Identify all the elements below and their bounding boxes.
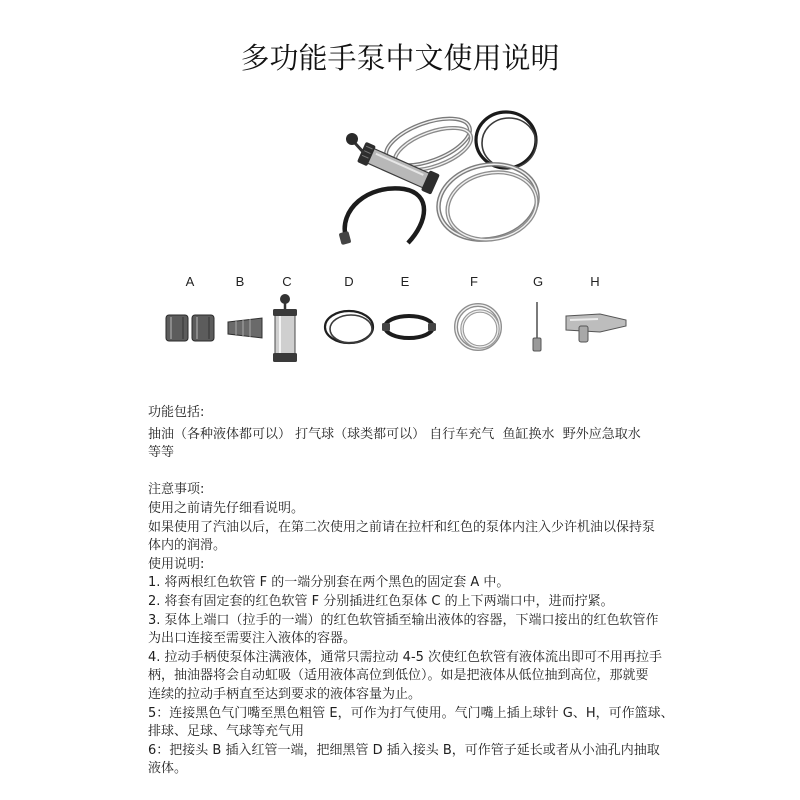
usage-line: 1. 将两根红色软管 F 的一端分别套在两个黑色的固定套 A 中。: [148, 575, 510, 591]
notes-section: [148, 481, 768, 555]
notes-heading: 注意事项:: [148, 482, 205, 498]
part-c-image: [273, 294, 297, 362]
usage-line: 2. 将套有固定套的红色软管 F 分别插进红色泵体 C 的上下两端口中，进而拧紧。: [148, 593, 614, 609]
part-label-c: C: [282, 274, 292, 289]
usage-line: 排球、足球、气球等充气用: [148, 724, 305, 740]
notes-line: 如果使用了汽油以后，在第二次使用之前请在拉杆和红色的泵体内注入少许机油以保持泵: [148, 519, 656, 535]
part-label-a: A: [185, 274, 195, 289]
notes-line: 使用之前请先仔细看说明。: [148, 500, 305, 516]
black-hose-lower: [339, 188, 424, 245]
part-label-h: H: [590, 274, 600, 289]
part-label-g: G: [532, 274, 544, 289]
part-f-image: [456, 305, 500, 349]
functions-line: 等等: [148, 445, 175, 461]
functions-heading: 功能包括:: [148, 405, 205, 420]
part-e-image: [382, 316, 436, 338]
pump-kit-photo: [339, 109, 545, 248]
part-label-b: B: [235, 274, 245, 289]
part-label-e: E: [400, 274, 410, 289]
notes-line: 体内的润滑。: [148, 538, 227, 554]
usage-line: 5：连接黑色气门嘴至黑色粗管 E，可作为打气使用。气门嘴上插上球针 G、H，可作篮球、: [148, 705, 674, 721]
body-text: [148, 404, 768, 779]
part-a-image: [166, 315, 214, 341]
functions-section: [148, 404, 768, 463]
part-h-image: [566, 314, 626, 342]
part-label-d: D: [344, 274, 354, 289]
black-hose-coil: [476, 112, 536, 168]
usage-line: 柄，抽油器将会自动虹吸（适用液体高位到低位）。如是把液体从低位抽到高位，那就要: [148, 668, 649, 684]
usage-line: 6：把接头 B 插入红管一端，把细黑管 D 插入接头 B，可作管子延长或者从小油孔内抽取: [148, 742, 660, 758]
usage-line: 为出口连接至需要注入液体的容器。: [148, 631, 357, 647]
pump-handle: [346, 133, 364, 153]
part-g-image: [533, 302, 541, 351]
usage-line: 液体。: [148, 761, 188, 777]
usage-section: [148, 556, 768, 779]
section-spacer: [148, 463, 768, 482]
part-d-image: [325, 311, 373, 343]
part-b-image: [228, 318, 262, 338]
functions-line: 抽油（各种液体都可以） 打气球（球类都可以） 自行车充气 鱼缸换水 野外应急取水: [148, 426, 641, 442]
usage-heading: 使用说明:: [148, 556, 205, 572]
part-label-f: F: [470, 274, 478, 289]
page-title: 多功能手泵中文使用说明: [240, 41, 560, 75]
usage-line: 3. 泵体上端口（拉手的一端）的红色软管插至输出液体的容器，下端口接出的红色软管作: [148, 612, 659, 628]
usage-line: 4. 拉动手柄使泵体注满液体，通常只需拉动 4-5 次使红色软管有液体流出即可不用再拉手: [148, 649, 663, 665]
usage-line: 连续的拉动手柄直至达到要求的液体容量为止。: [148, 686, 422, 702]
clear-hose-coil-lower: [431, 155, 544, 248]
